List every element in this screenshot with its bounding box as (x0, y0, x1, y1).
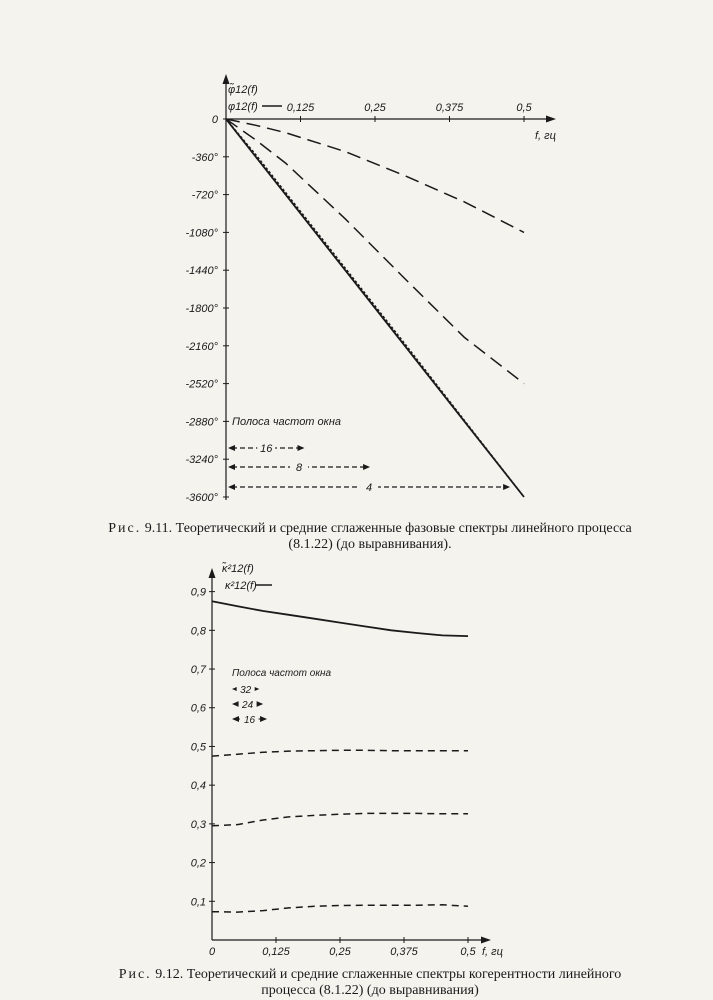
chart2-y-tick-label: 0,7 (190, 664, 206, 677)
chart1-y-tick-label: -2880° (185, 416, 218, 429)
chart1-y-tick-label: -360° (191, 151, 218, 164)
chart2-x-tick-label: 0,375 (390, 946, 418, 958)
caption-2-prefix: Рис. (118, 967, 152, 982)
chart2-x-tick-label: 0,25 (329, 946, 351, 958)
caption-1-prefix: Рис. (108, 521, 142, 536)
chart1-ylabel-estimate: φ̃12(f) (228, 84, 258, 96)
chart1-band-label: 4 (365, 482, 373, 494)
chart1-y-tick-label: -3600° (185, 492, 218, 504)
chart2-band-arrow-right (256, 701, 263, 707)
chart2-x-arrow (481, 937, 491, 944)
chart2-ylabel-estimate: κ̃²12(f) (222, 563, 254, 575)
chart1-x-tick-label: 0,125 (286, 102, 315, 114)
chart2-y-tick-label: 0,2 (190, 857, 206, 870)
chart1-y-tick-label: -2520° (185, 378, 218, 391)
chart2-y-tick-label: 0,6 (190, 702, 206, 715)
chart2-band-arrow-right (260, 716, 267, 722)
chart1-legend-title: Полоса частот окна (232, 416, 342, 428)
chart1-xlabel: f, гц (535, 130, 556, 142)
chart2-series-32 (212, 750, 468, 756)
chart1-y-tick-label: -1440° (185, 265, 218, 278)
chart2-band-label: 32 (240, 685, 252, 696)
chart2-band-arrow-left (232, 701, 239, 707)
chart2-y-tick-label: 0,5 (190, 741, 206, 754)
chart1-x-tick-label: 0,25 (364, 102, 386, 114)
chart1-y-tick-label: -2160° (185, 340, 218, 353)
chart2-y-tick-label: 0,1 (190, 896, 206, 909)
chart2-band-label: 24 (242, 700, 254, 711)
chart2-series-16 (212, 905, 468, 912)
chart1-band-label: 8 (295, 462, 303, 474)
chart1-x-tick-label: 0,5 (516, 102, 532, 114)
chart2-y-arrow (209, 568, 216, 578)
chart2-y-tick-label: 0,3 (190, 818, 206, 831)
chart2-band-label: 16 (243, 715, 256, 726)
caption-2-text: 9.12. Теоретический и средние сглаженные спектры когерентности линейного процесса (8.1.22) (до выравнивания) (155, 967, 622, 998)
chart1-y-tick-label: -720° (191, 189, 218, 202)
chart2-x-tick-label: 0 (208, 946, 216, 958)
chart1-y-tick-label: 0 (211, 114, 218, 126)
chart1-y-tick-label: -1800° (185, 303, 218, 315)
chart1-y-tick-label: -3240° (185, 454, 218, 467)
chart2-x-tick-label: 0,5 (460, 946, 476, 958)
chart2-y-tick-label: 0,4 (190, 780, 206, 793)
chart2-series-24 (212, 813, 468, 825)
chart2-band-arrow-left (232, 716, 239, 722)
figure-9-12-caption (90, 967, 650, 1000)
chart2-y-tick-label: 0,8 (190, 625, 206, 638)
chart2-y-tick-label: 0,9 (190, 586, 206, 599)
chart2-legend-title: Полоса частот окна (232, 668, 332, 679)
chart1-x-tick-label: 0,375 (435, 102, 464, 114)
chart2-ylabel-theory: κ²12(f) (225, 580, 257, 592)
caption-1-text: 9.11. Теоретический и средние сглаженные фазовые спектры линейного процесса (8.1.22) (до выравнивания). (144, 521, 632, 552)
chart2-series-theoretical (212, 601, 468, 636)
chart2-x-tick-label: 0,125 (262, 946, 290, 958)
chart1-y-tick-label: -1080° (185, 227, 218, 240)
chart1-band-label: 16 (260, 443, 273, 455)
chart2-xlabel: f, гц (482, 946, 503, 958)
chart1-ylabel-theory: φ12(f) (228, 101, 258, 113)
